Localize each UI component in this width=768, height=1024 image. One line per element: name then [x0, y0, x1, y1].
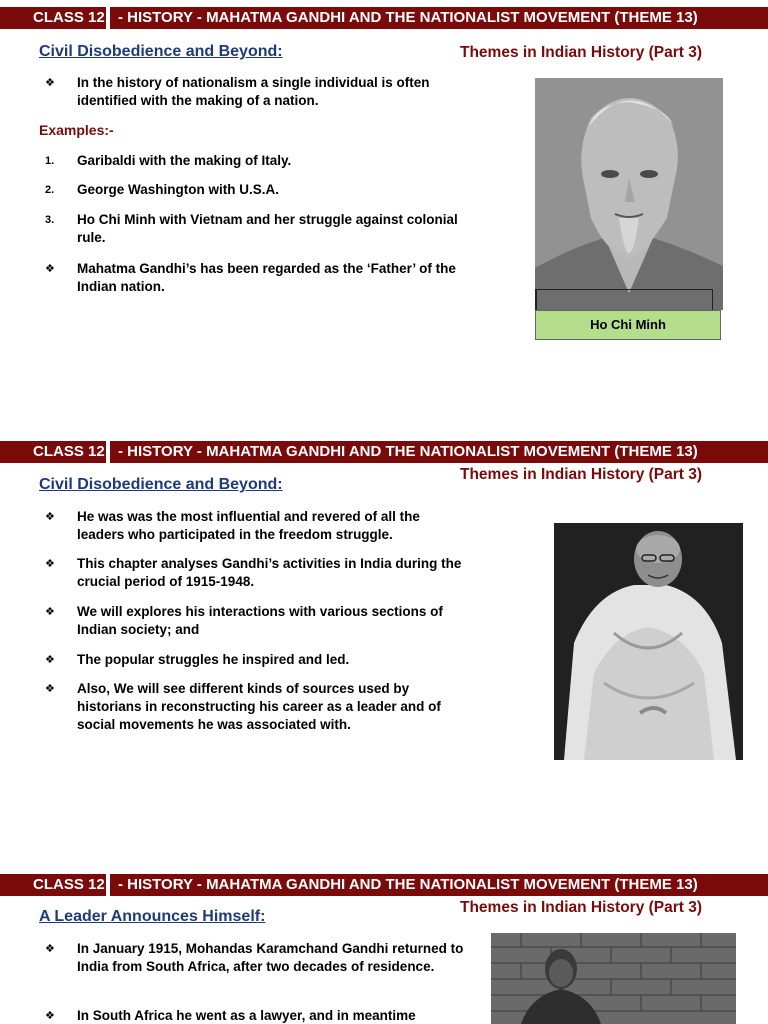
- list-item-text: In January 1915, Mohandas Karamchand Gandhi returned to India from South Africa, after two decades of residence.: [77, 941, 464, 974]
- list-item-text: Also, We will see different kinds of sources used by historians in reconstructing his career as a leader and of social movements he was associated with.: [77, 681, 441, 732]
- list-item-text: This chapter analyses Gandhi’s activities in India during the crucial period of 1915-1948.: [77, 556, 462, 589]
- bullet-diamond-icon: ❖: [45, 683, 55, 695]
- list-item-text: Ho Chi Minh with Vietnam and her struggle against colonial rule.: [77, 212, 458, 245]
- bullet-diamond-icon: ❖: [45, 606, 55, 618]
- ho-chi-minh-photo: [535, 78, 723, 310]
- caption-bracket: [535, 289, 713, 311]
- bullet-diamond-icon: ❖: [45, 1010, 55, 1022]
- bullet-diamond-icon: ❖: [45, 654, 55, 666]
- list-item-text: Garibaldi with the making of Italy.: [77, 153, 292, 168]
- slide-2: [0, 434, 768, 834]
- list-number: 2.: [45, 184, 55, 196]
- list-number: 1.: [45, 155, 55, 167]
- slide-header: [0, 874, 768, 896]
- list-item-text: In South Africa he went as a lawyer, and in meantime: [77, 1008, 416, 1023]
- slide-header: [0, 7, 768, 29]
- list-item-text: Mahatma Gandhi’s has been regarded as the ‘Father’ of the Indian nation.: [77, 261, 456, 294]
- examples-label: Examples:-: [39, 122, 114, 138]
- bullet-diamond-icon: ❖: [45, 263, 55, 275]
- list-item-text: The popular struggles he inspired and led.: [77, 652, 350, 667]
- bullet-diamond-icon: ❖: [45, 558, 55, 570]
- header-title: - HISTORY - MAHATMA GANDHI AND THE NATIONALIST MOVEMENT (THEME 13): [118, 876, 698, 893]
- header-title: - HISTORY - MAHATMA GANDHI AND THE NATIONALIST MOVEMENT (THEME 13): [118, 9, 698, 26]
- slide-3: [0, 867, 768, 1024]
- list-item-text: We will explores his interactions with various sections of Indian society; and: [77, 604, 443, 637]
- list-item-text: George Washington with U.S.A.: [77, 182, 279, 197]
- gandhi-photo: [554, 523, 743, 760]
- header-separator: [106, 874, 110, 896]
- photo-caption: Ho Chi Minh: [535, 310, 721, 340]
- class-label: CLASS 12: [33, 876, 105, 893]
- slide-1: [0, 0, 768, 400]
- slide-header: [0, 441, 768, 463]
- bullet-diamond-icon: ❖: [45, 943, 55, 955]
- bullet-diamond-icon: ❖: [45, 77, 55, 89]
- list-number: 3.: [45, 214, 55, 226]
- young-gandhi-photo: [491, 933, 736, 1024]
- bullet-diamond-icon: ❖: [45, 511, 55, 523]
- section-title: Civil Disobedience and Beyond:: [39, 43, 283, 60]
- theme-label: Themes in Indian History (Part 3): [460, 466, 703, 483]
- list-item-text: In the history of nationalism a single individual is often identified with the making of a nation.: [77, 75, 430, 108]
- class-label: CLASS 12: [33, 9, 105, 26]
- theme-label: Themes in Indian History (Part 3): [460, 44, 703, 61]
- class-label: CLASS 12: [33, 443, 105, 460]
- header-title: - HISTORY - MAHATMA GANDHI AND THE NATIONALIST MOVEMENT (THEME 13): [118, 443, 698, 460]
- list-item-text: He was was the most influential and revered of all the leaders who participated in the freedom struggle.: [77, 509, 420, 542]
- theme-label: Themes in Indian History (Part 3): [460, 899, 703, 916]
- section-title: Civil Disobedience and Beyond:: [39, 476, 283, 493]
- section-title: A Leader Announces Himself:: [39, 908, 266, 925]
- header-separator: [106, 7, 110, 29]
- header-separator: [106, 441, 110, 463]
